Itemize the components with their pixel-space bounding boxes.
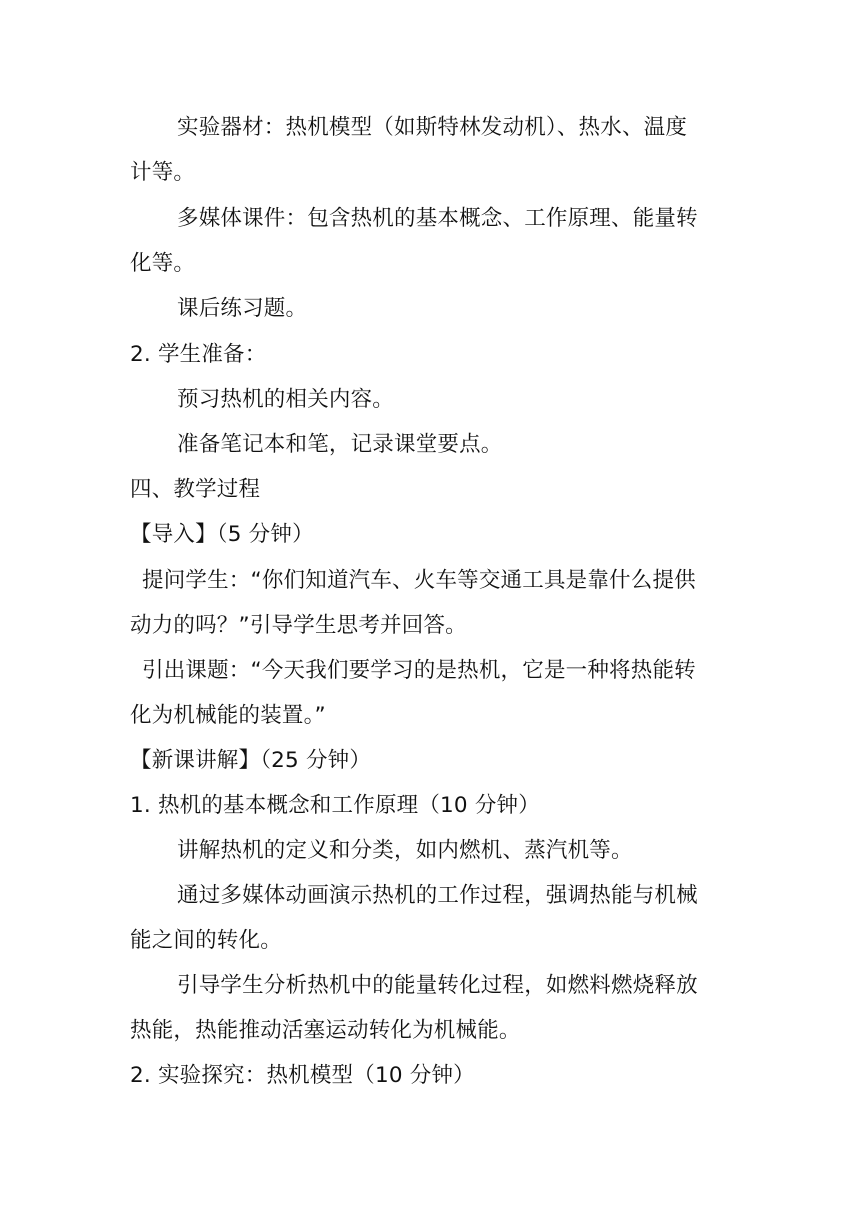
paragraph-equipment-line-2: 计等。 [130,160,196,185]
paragraph-definition: 讲解热机的定义和分类，如内燃机、蒸汽机等。 [177,838,633,863]
paragraph-notebook: 准备笔记本和笔，记录课堂要点。 [177,432,503,457]
heading-student-preparation: 2. 学生准备： [130,342,267,367]
paragraph-energy-line-2: 热能，热能推动活塞运动转化为机械能。 [130,1018,521,1043]
paragraph-topic-line-1: 引出课题：“今天我们要学习的是热机，它是一种将热能转 [142,658,696,683]
paragraph-multimedia-line-1: 多媒体课件：包含热机的基本概念、工作原理、能量转 [177,206,698,231]
paragraph-topic-line-2: 化为机械能的装置。” [130,703,326,728]
paragraph-animation-line-1: 通过多媒体动画演示热机的工作过程，强调热能与机械 [177,883,698,908]
paragraph-animation-line-2: 能之间的转化。 [130,928,282,953]
paragraph-preview: 预习热机的相关内容。 [177,387,395,412]
paragraph-multimedia-line-2: 化等。 [130,251,196,276]
heading-teaching-process: 四、教学过程 [130,477,261,502]
heading-basic-concepts: 1. 热机的基本概念和工作原理（10 分钟） [130,793,540,818]
paragraph-question-line-1: 提问学生：“你们知道汽车、火车等交通工具是靠什么提供 [142,568,696,593]
paragraph-energy-line-1: 引导学生分析热机中的能量转化过程，如燃料燃烧释放 [177,973,698,998]
paragraph-equipment-line-1: 实验器材：热机模型（如斯特林发动机）、热水、温度 [177,115,688,140]
heading-introduction: 【导入】（5 分钟） [130,522,314,547]
heading-experiment: 2. 实验探究：热机模型（10 分钟） [130,1063,475,1088]
heading-new-lesson: 【新课讲解】（25 分钟） [130,748,372,773]
paragraph-exercises: 课后练习题。 [177,296,308,321]
paragraph-question-line-2: 动力的吗？”引导学生思考并回答。 [130,613,467,638]
